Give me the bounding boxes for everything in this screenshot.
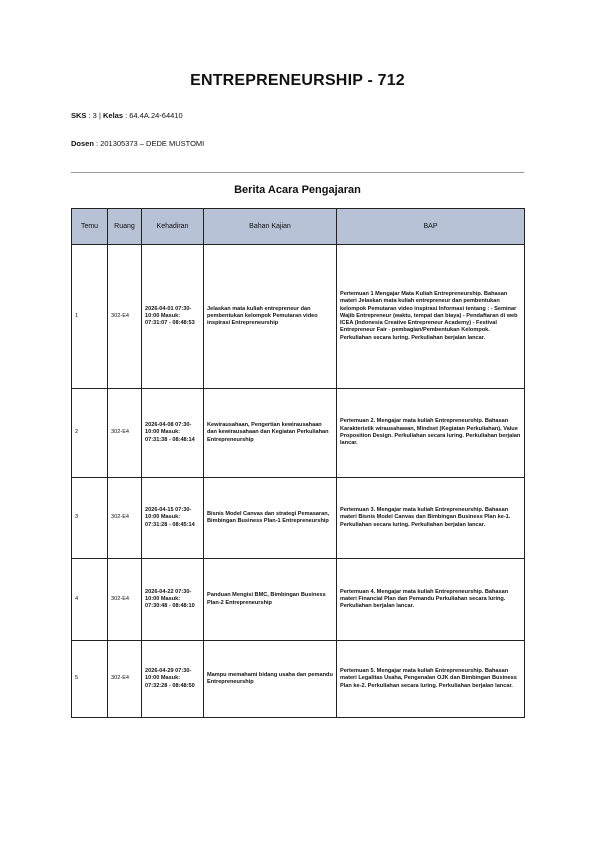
cell-ruang: 302-E4 [108, 245, 142, 389]
lecturer-line [71, 139, 204, 148]
table-row [72, 389, 525, 478]
header-kehadiran: Kehadiran [142, 209, 204, 245]
table-row [72, 559, 525, 641]
cell-temu: 4 [72, 559, 108, 641]
cell-ruang: 302-E4 [108, 478, 142, 559]
table-row [72, 245, 525, 389]
cell-bahan-kajian: Panduan Mengisi BMC, Bimbingan Business Plan-2 Entrepreneurship [204, 559, 337, 641]
cell-temu: 1 [72, 245, 108, 389]
cell-bap: Pertemuan 3. Mengajar mata kuliah Entrepreneurship. Bahasan materi Bisnis Model Canvas dan Bimbingan Business Plan ke-1. Perkuliahan secara luring. Perkuliahan berjalan lancar. [337, 478, 525, 559]
table-row [72, 478, 525, 559]
divider [71, 172, 524, 173]
cell-temu: 3 [72, 478, 108, 559]
cell-bap: Pertemuan 5. Mengajar mata kuliah Entrepreneurship. Bahasan materi Legalitas Usaha, Pengenalan OJK dan Bimbingan Business Plan ke-2. Perkuliahan secara luring. Perkuliahan berjalan lancar. [337, 641, 525, 718]
cell-bap: Pertemuan 1 Mengajar Mata Kuliah Entrepreneurship. Bahasan materi Jelaskan mata kuliah entrepreneur dan pembentukan kelompok Pemutaran video inspirasi Informasi tentang : - Seminar Wajib Entrepreneur (waktu, tempat dan biaya) - Pendaftaran di web ICEA (Indonesia Creative Entrepreneur Academy) - Festival Entrepreneur Fair - pembagian/Pembentukan Kelompok. Perkuliahan secara luring. Perkuliahan berjalan lancar. [337, 245, 525, 389]
cell-kehadiran: 2026-04-22 07:30-10:00 Masuk: 07:30:48 - 08:48:10 [142, 559, 204, 641]
cell-bap: Pertemuan 2. Mengajar mata kuliah Entrepreneurship. Bahasan Karakteristik wirausahawan, Mindset (Kegiatan Perkuliahan), Value Proposition Design. Perkuliahan secara luring. Perkuliahan berjalan lancar. [337, 389, 525, 478]
cell-bahan-kajian: Bisnis Model Canvas dan strategi Pemasaran, Bimbingan Business Plan-1 Entrepreneurship [204, 478, 337, 559]
dosen-value: : 201305373 – DEDE MUSTOMI [96, 139, 205, 148]
header-bap: BAP [337, 209, 525, 245]
table-header-row [72, 209, 525, 245]
cell-ruang: 302-E4 [108, 641, 142, 718]
cell-kehadiran: 2026-04-08 07:30-10:00 Masuk: 07:31:38 - 08:48:14 [142, 389, 204, 478]
dosen-label: Dosen [71, 139, 94, 148]
cell-kehadiran: 2026-04-01 07:30-10:00 Masuk: 07:31:07 - 08:48:53 [142, 245, 204, 389]
kelas-value: : 64.4A.24-64410 [125, 111, 183, 120]
header-temu: Temu [72, 209, 108, 245]
cell-ruang: 302-E4 [108, 389, 142, 478]
teaching-record-table [71, 208, 525, 718]
sks-label: SKS [71, 111, 87, 120]
course-meta-line [71, 111, 183, 120]
kelas-label: Kelas [102, 111, 123, 120]
course-title: ENTREPRENEURSHIP - 712 [190, 72, 405, 89]
sks-value: : 3 | [88, 111, 101, 120]
cell-temu: 5 [72, 641, 108, 718]
cell-temu: 2 [72, 389, 108, 478]
header-bahan-kajian: Bahan Kajian [204, 209, 337, 245]
section-title: Berita Acara Pengajaran [234, 184, 361, 196]
cell-bahan-kajian: Mampu memahami bidang usaha dan pemandu Entrepreneurship [204, 641, 337, 718]
cell-bahan-kajian: Jelaskan mata kuliah entrepreneur dan pembentukan kelompok Pemutaran video inspirasi Entrepreneurship [204, 245, 337, 389]
cell-bahan-kajian: Kewirausahaan, Pengertian kewirausahaan dan kewirausahaan dan Kegiatan Perkuliahan Entrepreneurship [204, 389, 337, 478]
cell-bap: Pertemuan 4. Mengajar mata kuliah Entrepreneurship. Bahasan materi Financial Plan dan Pemandu Perkuliahan secara luring. Perkuliahan berjalan lancar. [337, 559, 525, 641]
table-row [72, 641, 525, 718]
cell-kehadiran: 2026-04-15 07:30-10:00 Masuk: 07:31:28 - 08:45:14 [142, 478, 204, 559]
cell-ruang: 302-E4 [108, 559, 142, 641]
header-ruang: Ruang [108, 209, 142, 245]
cell-kehadiran: 2026-04-29 07:30-10:00 Masuk: 07:32:28 - 08:48:50 [142, 641, 204, 718]
